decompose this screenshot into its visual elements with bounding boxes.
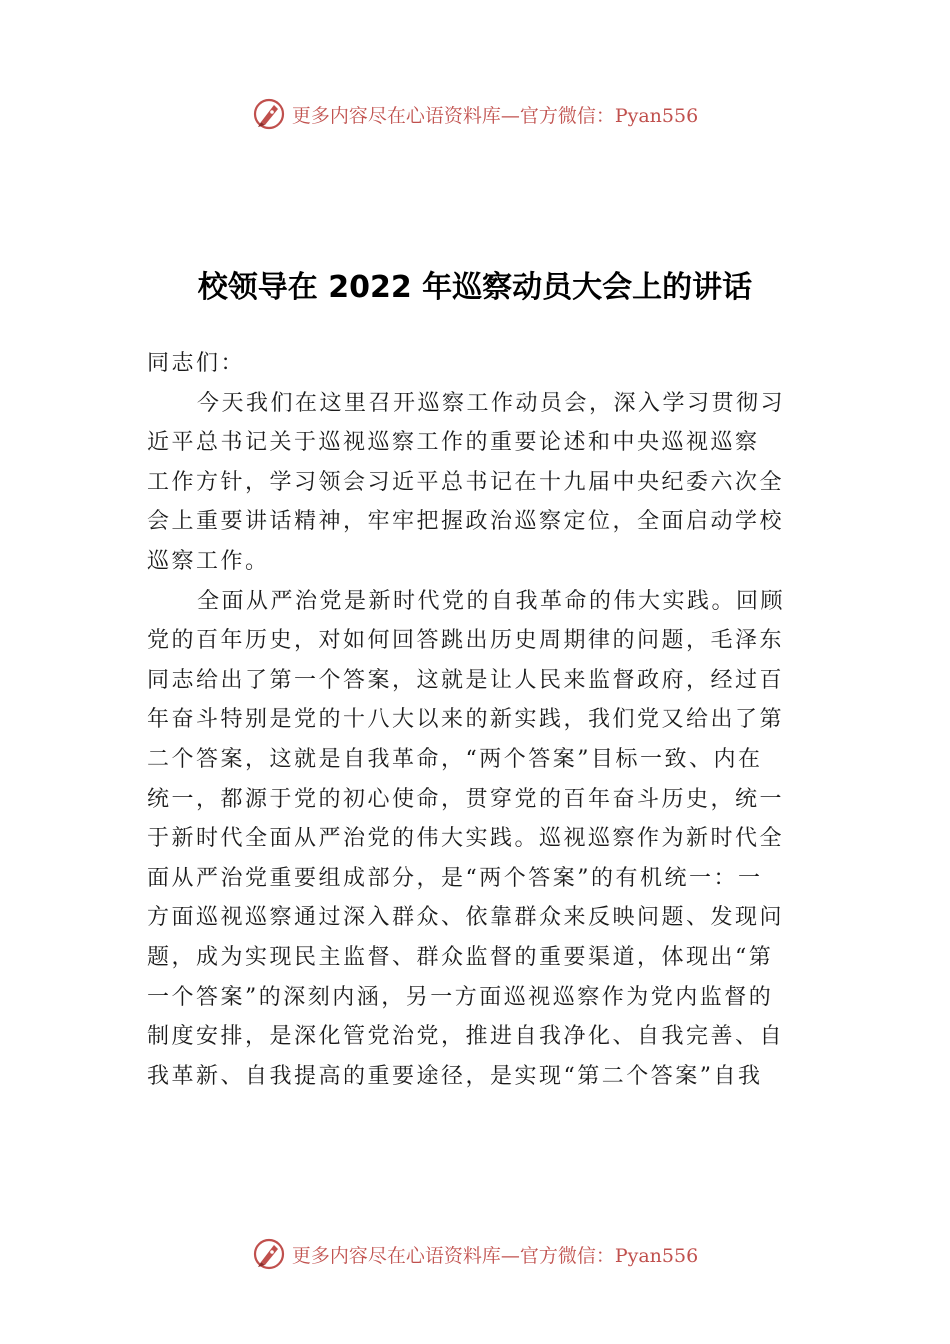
paragraph-line: 面从严治党重要组成部分，是“两个答案”的有机统一：一 bbox=[147, 865, 763, 891]
paragraph-line: 工作方针，学习领会习近平总书记在十九届中央纪委六次全 bbox=[147, 469, 785, 495]
pen-nib-icon bbox=[252, 97, 286, 131]
paragraph-line: 方面巡视巡察通过深入群众、依靠群众来反映问题、发现问 bbox=[147, 905, 785, 931]
document-title: 校领导在 2022 年巡察动员大会上的讲话 bbox=[197, 270, 753, 305]
footer-watermark bbox=[0, 1234, 950, 1274]
salutation: 同志们： bbox=[147, 351, 246, 376]
header-watermark bbox=[0, 94, 950, 134]
paragraph-line: 题，成为实现民主监督、群众监督的重要渠道，体现出“第 bbox=[147, 944, 774, 970]
paragraph-line: 巡察工作。 bbox=[147, 548, 270, 574]
paragraph-line: 党的百年历史，对如何回答跳出历史周期律的问题，毛泽东 bbox=[147, 628, 785, 654]
watermark-text: 更多内容尽在心语资料库—官方微信：Pyan556 bbox=[291, 104, 699, 127]
watermark-text: 更多内容尽在心语资料库—官方微信：Pyan556 bbox=[291, 1244, 699, 1267]
paragraph-line: 二个答案，这就是自我革命，“两个答案”目标一致、内在 bbox=[147, 746, 763, 772]
paragraph-line: 我革新、自我提高的重要途径，是实现“第二个答案”自我 bbox=[147, 1063, 763, 1089]
paragraph-line: 年奋斗特别是党的十八大以来的新实践，我们党又给出了第 bbox=[147, 707, 785, 733]
paragraph-line: 一个答案”的深刻内涵，另一方面巡视巡察作为党内监督的 bbox=[147, 984, 774, 1010]
paragraph-line: 今天我们在这里召开巡察工作动员会，深入学习贯彻习 bbox=[197, 390, 786, 416]
paragraph-line: 于新时代全面从严治党的伟大实践。巡视巡察作为新时代全 bbox=[147, 826, 785, 852]
pen-nib-icon bbox=[252, 1237, 286, 1271]
document-body bbox=[147, 344, 807, 1096]
paragraph-line: 统一，都源于党的初心使命，贯穿党的百年奋斗历史，统一 bbox=[147, 786, 785, 812]
paragraph-line: 同志给出了第一个答案，这就是让人民来监督政府，经过百 bbox=[147, 667, 785, 693]
paragraph-line: 会上重要讲话精神，牢牢把握政治巡察定位，全面启动学校 bbox=[147, 509, 785, 535]
paragraph-line: 制度安排，是深化管党治党，推进自我净化、自我完善、自 bbox=[147, 1024, 785, 1050]
paragraph-line: 全面从严治党是新时代党的自我革命的伟大实践。回顾 bbox=[197, 588, 786, 614]
paragraph-line: 近平总书记关于巡视巡察工作的重要论述和中央巡视巡察 bbox=[147, 430, 760, 456]
